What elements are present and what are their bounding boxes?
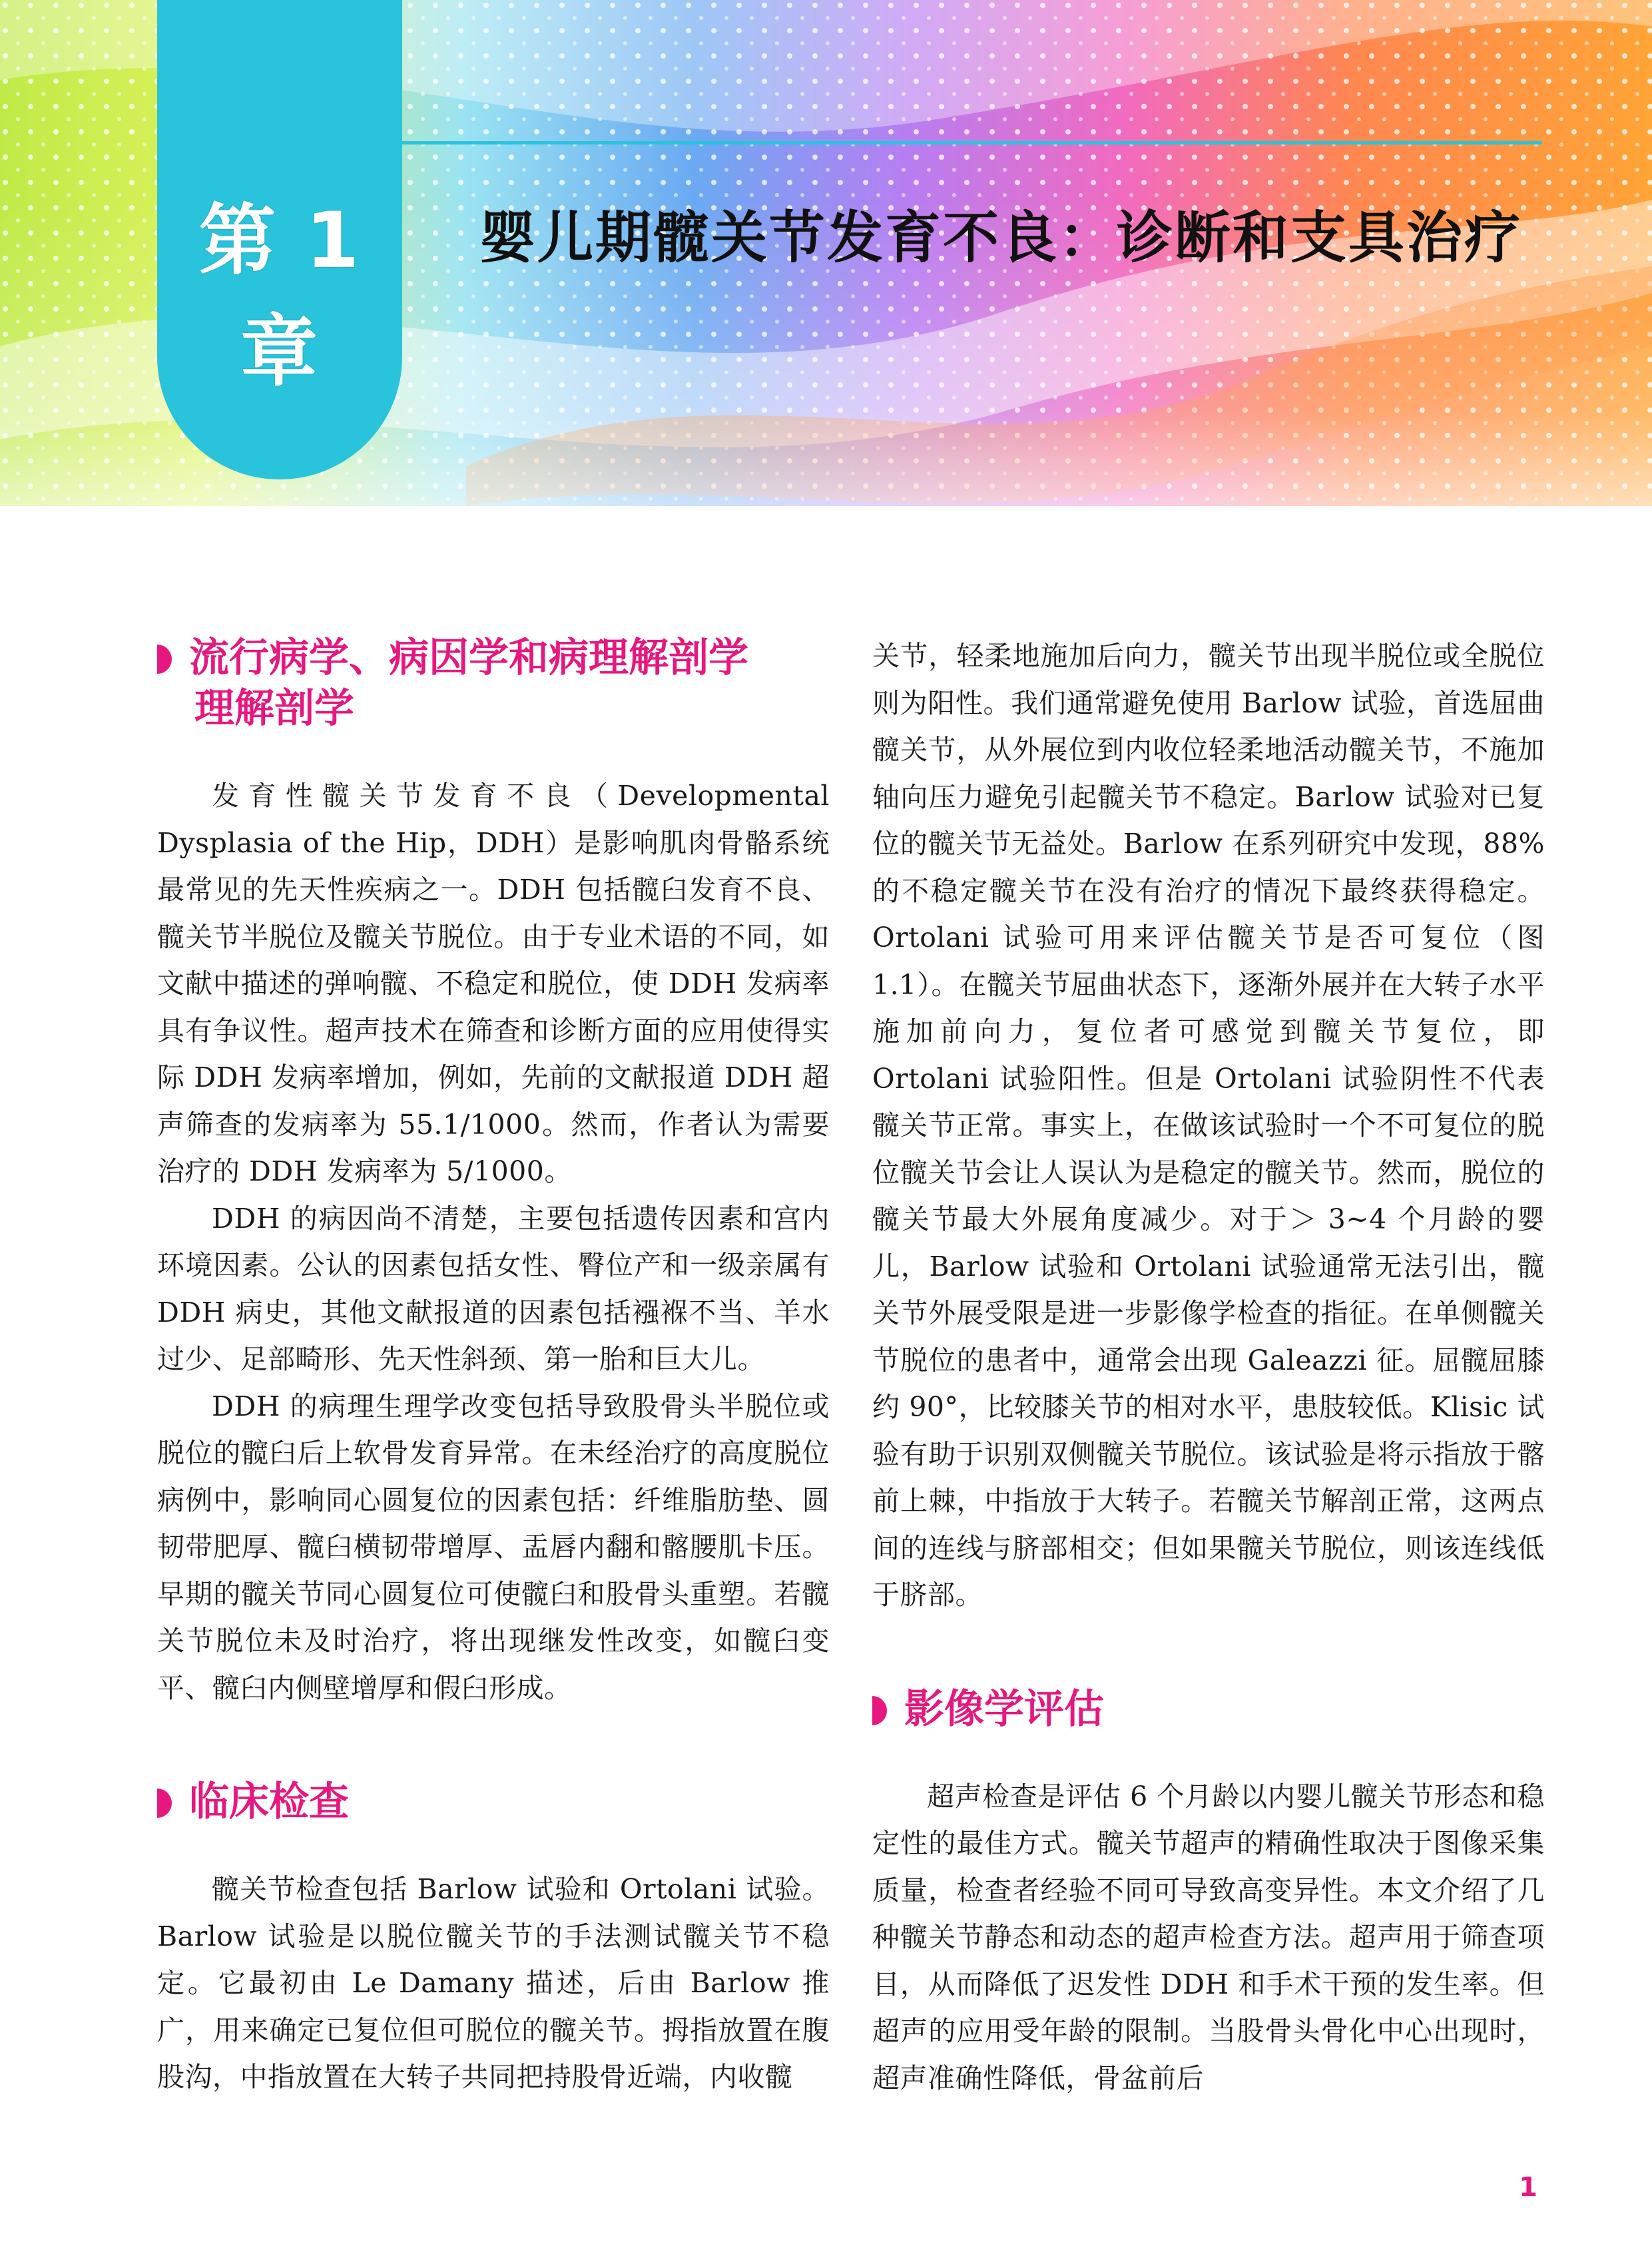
page-number: 1	[1519, 2172, 1537, 2203]
heading-line-1: 流行病学、病因学和病理解剖学	[189, 635, 748, 681]
chapter-title: 婴儿期髋关节发育不良：诊断和支具治疗	[479, 205, 1523, 270]
heading-line-2: 理解剖学	[194, 685, 354, 732]
header-rule-line	[157, 141, 1542, 144]
section-heading-imaging	[872, 1684, 1545, 1735]
section-heading-epidemiology	[157, 633, 830, 734]
body-paragraph: 发育性髋关节发育不良（Developmental Dysplasia of the Hip，DDH）是影响肌肉骨骼系统最常见的先天性疾病之一。DDH 包括髋臼发育不良、髋关节半脱位及髋关节脱位。由于专业术语的不同，如文献中描述的弹响髋、不稳定和脱位，使 DDH 发病率具有争议性。超声技术在筛查和诊断方面的应用使得实际 DDH 发病率增加，例如，先前的文献报道 DDH 超声筛查的发病率为 55.1/1000。然而，作者认为需要治疗的 DDH 发病率为 5/1000。	[157, 780, 830, 1187]
body-paragraph: DDH 的病因尚不清楚，主要包括遗传因素和宫内环境因素。公认的因素包括女性、臀位产和一级亲属有 DDH 病史，其他文献报道的因素包括襁褓不当、羊水过少、足部畸形、先天性斜颈、第一胎和巨大儿。	[157, 1202, 830, 1375]
heading-text: 影像学评估	[904, 1685, 1104, 1733]
heading-text: 临床检查	[189, 1779, 349, 1825]
body-paragraph: 髋关节检查包括 Barlow 试验和 Ortolani 试验。Barlow 试验是以脱位髋关节的手法测试髋关节不稳定。它最初由 Le Damany 描述，后由 Barlow 推广，用来确定已复位但可脱位的髋关节。拇指放置在腹股沟，中指放置在大转子共同把持股骨近端，内收髋	[157, 1873, 830, 2093]
right-column	[872, 633, 1545, 2102]
heading-marker-icon	[872, 1696, 887, 1725]
chapter-label: 第 1 章	[198, 196, 361, 397]
body-paragraph: DDH 的病理生理学改变包括导致股骨头半脱位或脱位的髋臼后上软骨发育异常。在未经治疗的高度脱位病例中，影响同心圆复位的因素包括：纤维脂肪垫、圆韧带肥厚、髋臼横韧带增厚、盂唇内翻和髂腰肌卡压。早期的髋关节同心圆复位可使髋臼和股骨头重塑。若髋关节脱位未及时治疗，将出现继发性改变，如髋臼变平、髋臼内侧壁增厚和假臼形成。	[157, 1390, 830, 1704]
body-paragraph: 超声检查是评估 6 个月龄以内婴儿髋关节形态和稳定性的最佳方式。髋关节超声的精确性取决于图像采集质量，检查者经验不同可导致高变异性。本文介绍了几种髋关节静态和动态的超声检查方法。超声用于筛查项目，从而降低了迟发性 DDH 和手术干预的发生率。但超声的应用受年龄的限制。当股骨头骨化中心出现时，超声准确性降低，骨盆前后	[872, 1780, 1545, 2094]
heading-marker-icon	[157, 1789, 172, 1818]
left-column	[157, 633, 830, 2101]
heading-marker-icon	[157, 645, 172, 674]
body-paragraph-continued: 关节，轻柔地施加后向力，髋关节出现半脱位或全脱位则为阳性。我们通常避免使用 Barlow 试验，首选屈曲髋关节，从外展位到内收位轻柔地活动髋关节，不施加轴向压力避免引起髋关节不稳定。Barlow 试验对已复位的髋关节无益处。Barlow 在系列研究中发现，88% 的不稳定髋关节在没有治疗的情况下最终获得稳定。Ortolani 试验可用来评估髋关节是否可复位（图 1.1）。在髋关节屈曲状态下，逐渐外展并在大转子水平施加前向力，复位者可感觉到髋关节复位，即 Ortolani 试验阳性。但是 Ortolani 试验阴性不代表髋关节正常。事实上，在做该试验时一个不可复位的脱位髋关节会让人误认为是稳定的髋关节。然而，脱位的髋关节最大外展角度减少。对于＞ 3~4 个月龄的婴儿，Barlow 试验和 Ortolani 试验通常无法引出，髋关节外展受限是进一步影像学检查的指征。在单侧髋关节脱位的患者中，通常会出现 Galeazzi 征。屈髋屈膝约 90°，比较膝关节的相对水平，患肢较低。Klisic 试验有助于识别双侧髋关节脱位。该试验是将示指放于髂前上棘，中指放于大转子。若髋关节解剖正常，这两点间的连线与脐部相交；但如果髋关节脱位，则该连线低于脐部。	[872, 640, 1545, 1611]
section-heading-clinical-exam	[157, 1777, 830, 1827]
